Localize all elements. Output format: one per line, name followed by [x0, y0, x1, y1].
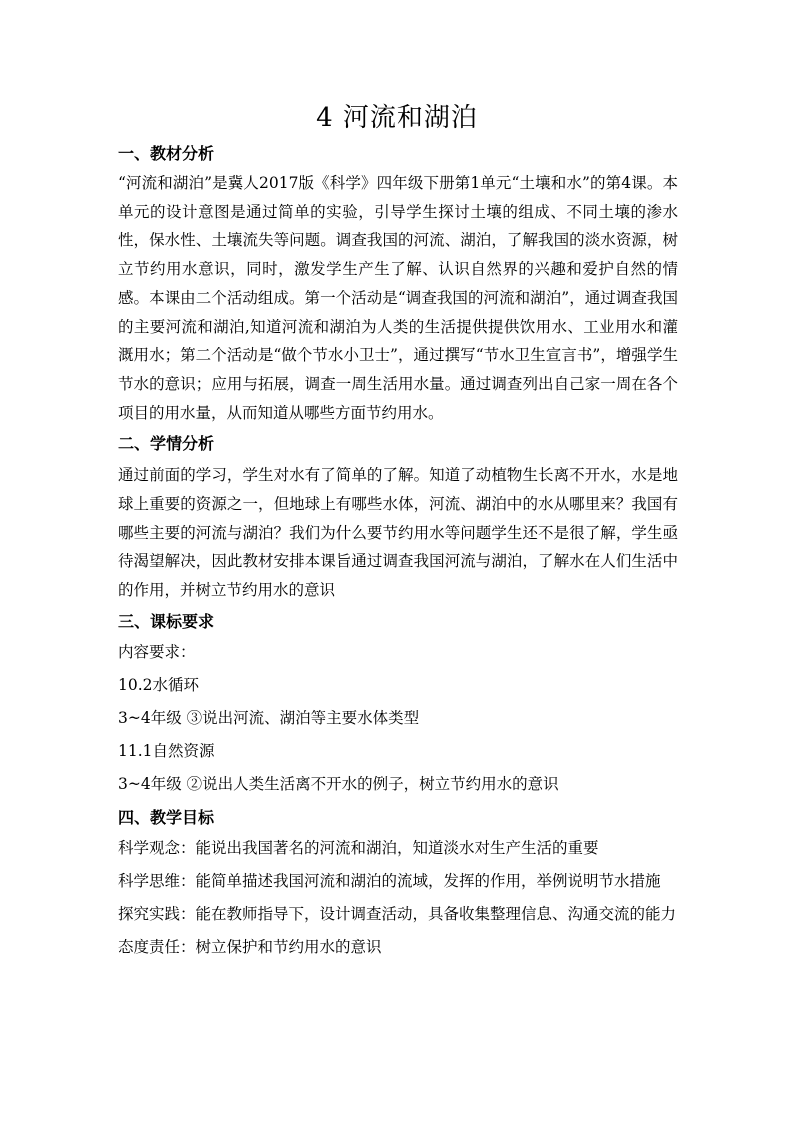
section-heading: 二、学情分析: [118, 434, 215, 454]
goal-line: 态度责任：树立保护和节约用水的意识: [118, 937, 382, 956]
goal-line: 探究实践：能在教师指导下，设计调查活动，具备收集整理信息、沟通交流的能力: [118, 904, 677, 923]
requirement-line: 内容要求：: [118, 642, 196, 661]
section-textbook-analysis: [118, 140, 678, 427]
document-title: 4 河流和湖泊: [316, 103, 478, 133]
section-heading: 三、课标要求: [118, 611, 215, 631]
goal-line: 科学思维：能简单描述我国河流和湖泊的流域，发挥的作用，举例说明节水措施: [118, 871, 661, 890]
section-heading: 一、教材分析: [118, 144, 215, 163]
section-student-analysis: [118, 430, 678, 605]
section-paragraph: “河流和湖泊”是冀人2017版《科学》四年级下册第1单元“土壤和水”的第4课。本单元的设计意图是通过简单的实验，引导学生探讨土壤的组成、不同土壤的渗水性，保水性、土壤流失等问题。调查我国的河流、湖泊，了解我国的淡水资源，树立节约用水意识，同时，激发学生产生了解、认识自然界的兴趣和爱护自然的情感。本课由二个活动组成。第一个活动是“调查我国的河流和湖泊”，通过调查我国的主要河流和湖泊,知道河流和湖泊为人类的生活提供提供饮用水、工业用水和灌溉用水；第二个活动是“做个节水小卫士”，通过撰写“节水卫生宣言书”，增强学生节水的意识；应用与拓展，调查一周生活用水量。通过调查列出自己家一周在各个项目的用水量，从而知道从哪些方面节约用水。: [118, 174, 678, 422]
section-teaching-goals: [118, 804, 678, 964]
document-body: [118, 140, 678, 964]
section-paragraph: 通过前面的学习，学生对水有了简单的了解。知道了动植物生长离不开水，水是地球上重要的资源之一，但地球上有哪些水体，河流、湖泊中的水从哪里来？我国有哪些主要的河流与湖泊？我们为什么要节约用水等问题学生还不是很了解，学生亟待渴望解决，因此教材安排本课旨通过调查我国河流与湖泊，了解水在人们生活中的作用，并树立节约用水的意识: [118, 466, 678, 600]
section-heading: 四、教学目标: [118, 807, 215, 827]
goal-line: 科学观念：能说出我国著名的河流和湖泊，知道淡水对生产生活的重要: [118, 838, 599, 857]
section-curriculum-requirements: [118, 608, 678, 801]
requirement-line: 3~4年级 ③说出河流、湖泊等主要水体类型: [118, 708, 420, 727]
requirement-line: 10.2水循环: [118, 675, 200, 694]
requirement-line: 11.1自然资源: [118, 741, 215, 760]
requirement-line: 3~4年级 ②说出人类生活离不开水的例子，树立节约用水的意识: [118, 774, 559, 793]
